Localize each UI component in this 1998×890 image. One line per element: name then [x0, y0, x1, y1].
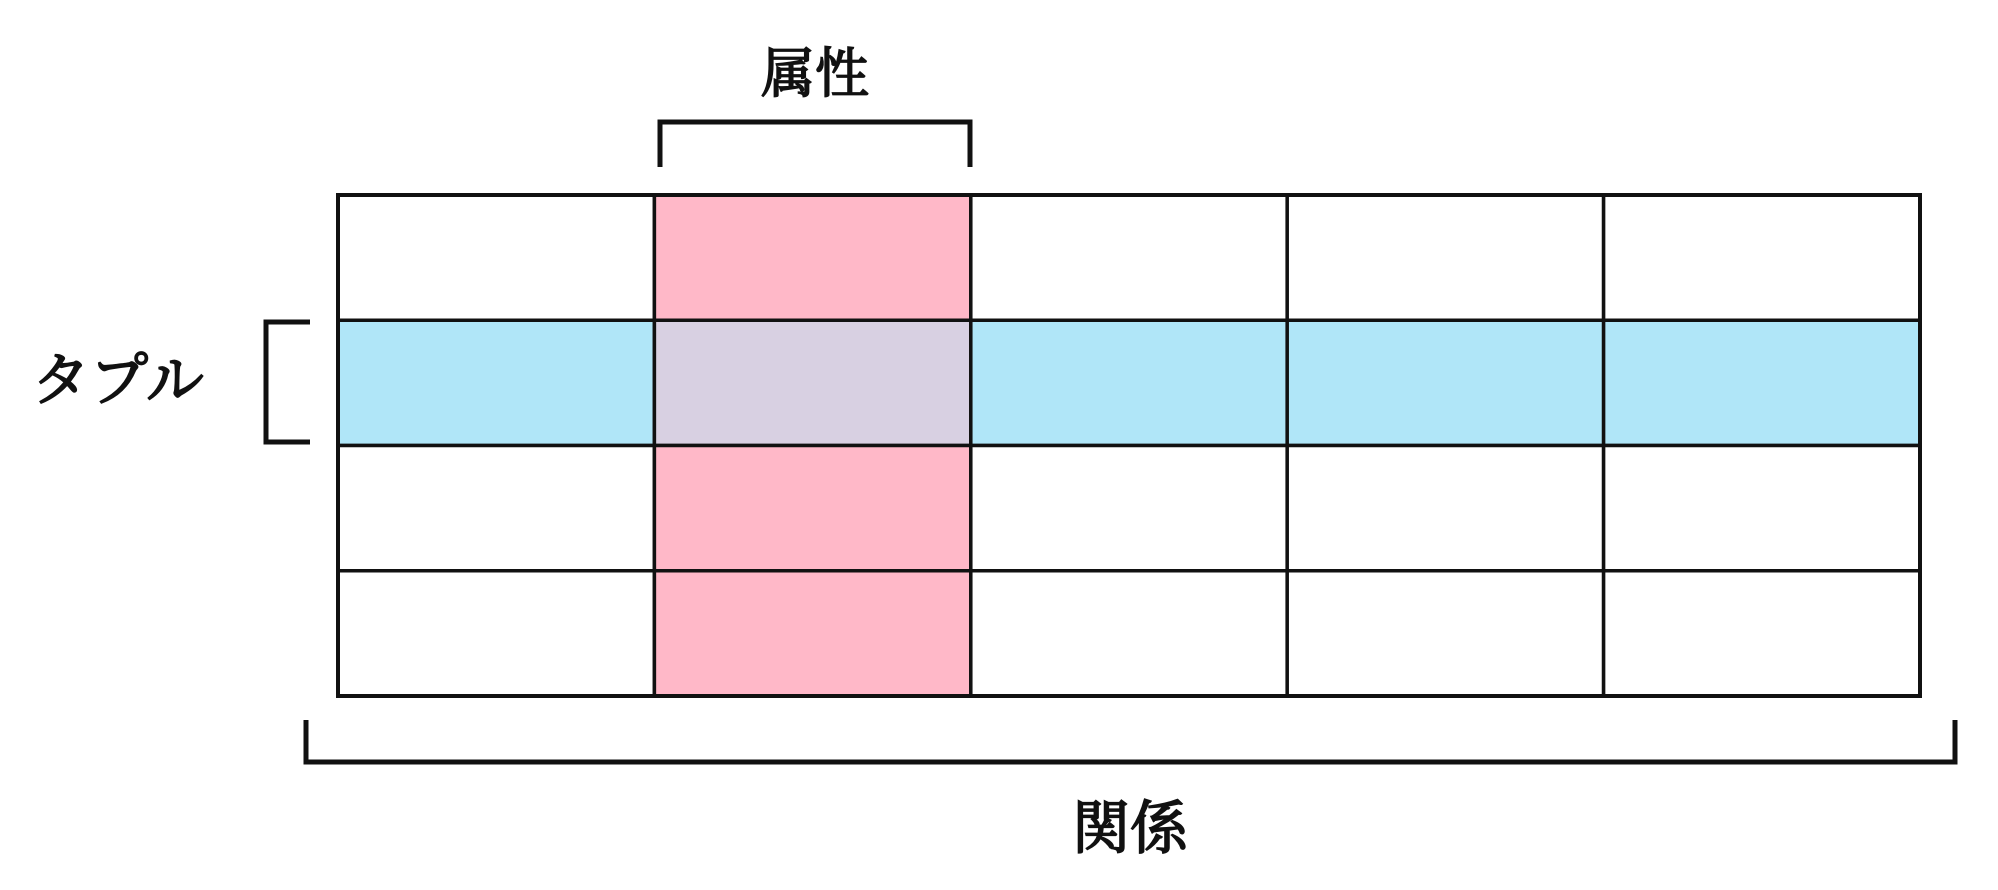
- attribute-cell: [654, 195, 970, 320]
- table-cell: [1604, 195, 1920, 320]
- tuple-cell: [1287, 320, 1603, 445]
- tuple-cell: [971, 320, 1287, 445]
- table-cell: [1287, 446, 1603, 571]
- table-cell: [971, 195, 1287, 320]
- table-cell: [338, 195, 654, 320]
- table-cell: [1287, 195, 1603, 320]
- intersection-cell: [654, 320, 970, 445]
- tuple-cell: [338, 320, 654, 445]
- attribute-label: 属性: [761, 42, 869, 105]
- attribute-bracket: [660, 122, 970, 167]
- table-cell: [338, 446, 654, 571]
- tuple-cell: [1604, 320, 1920, 445]
- table-cell: [1604, 446, 1920, 571]
- table-cell: [971, 571, 1287, 696]
- table-cell: [971, 446, 1287, 571]
- relation-table: [338, 195, 1920, 696]
- tuple-bracket: [266, 322, 310, 442]
- tuple-label: タプル: [32, 346, 204, 414]
- table-cell: [1287, 571, 1603, 696]
- relation-bracket: [306, 720, 1955, 762]
- attribute-cell: [654, 446, 970, 571]
- relation-label: 関係: [1071, 794, 1189, 862]
- table-cell: [338, 571, 654, 696]
- table-cell: [1604, 571, 1920, 696]
- attribute-cell: [654, 571, 970, 696]
